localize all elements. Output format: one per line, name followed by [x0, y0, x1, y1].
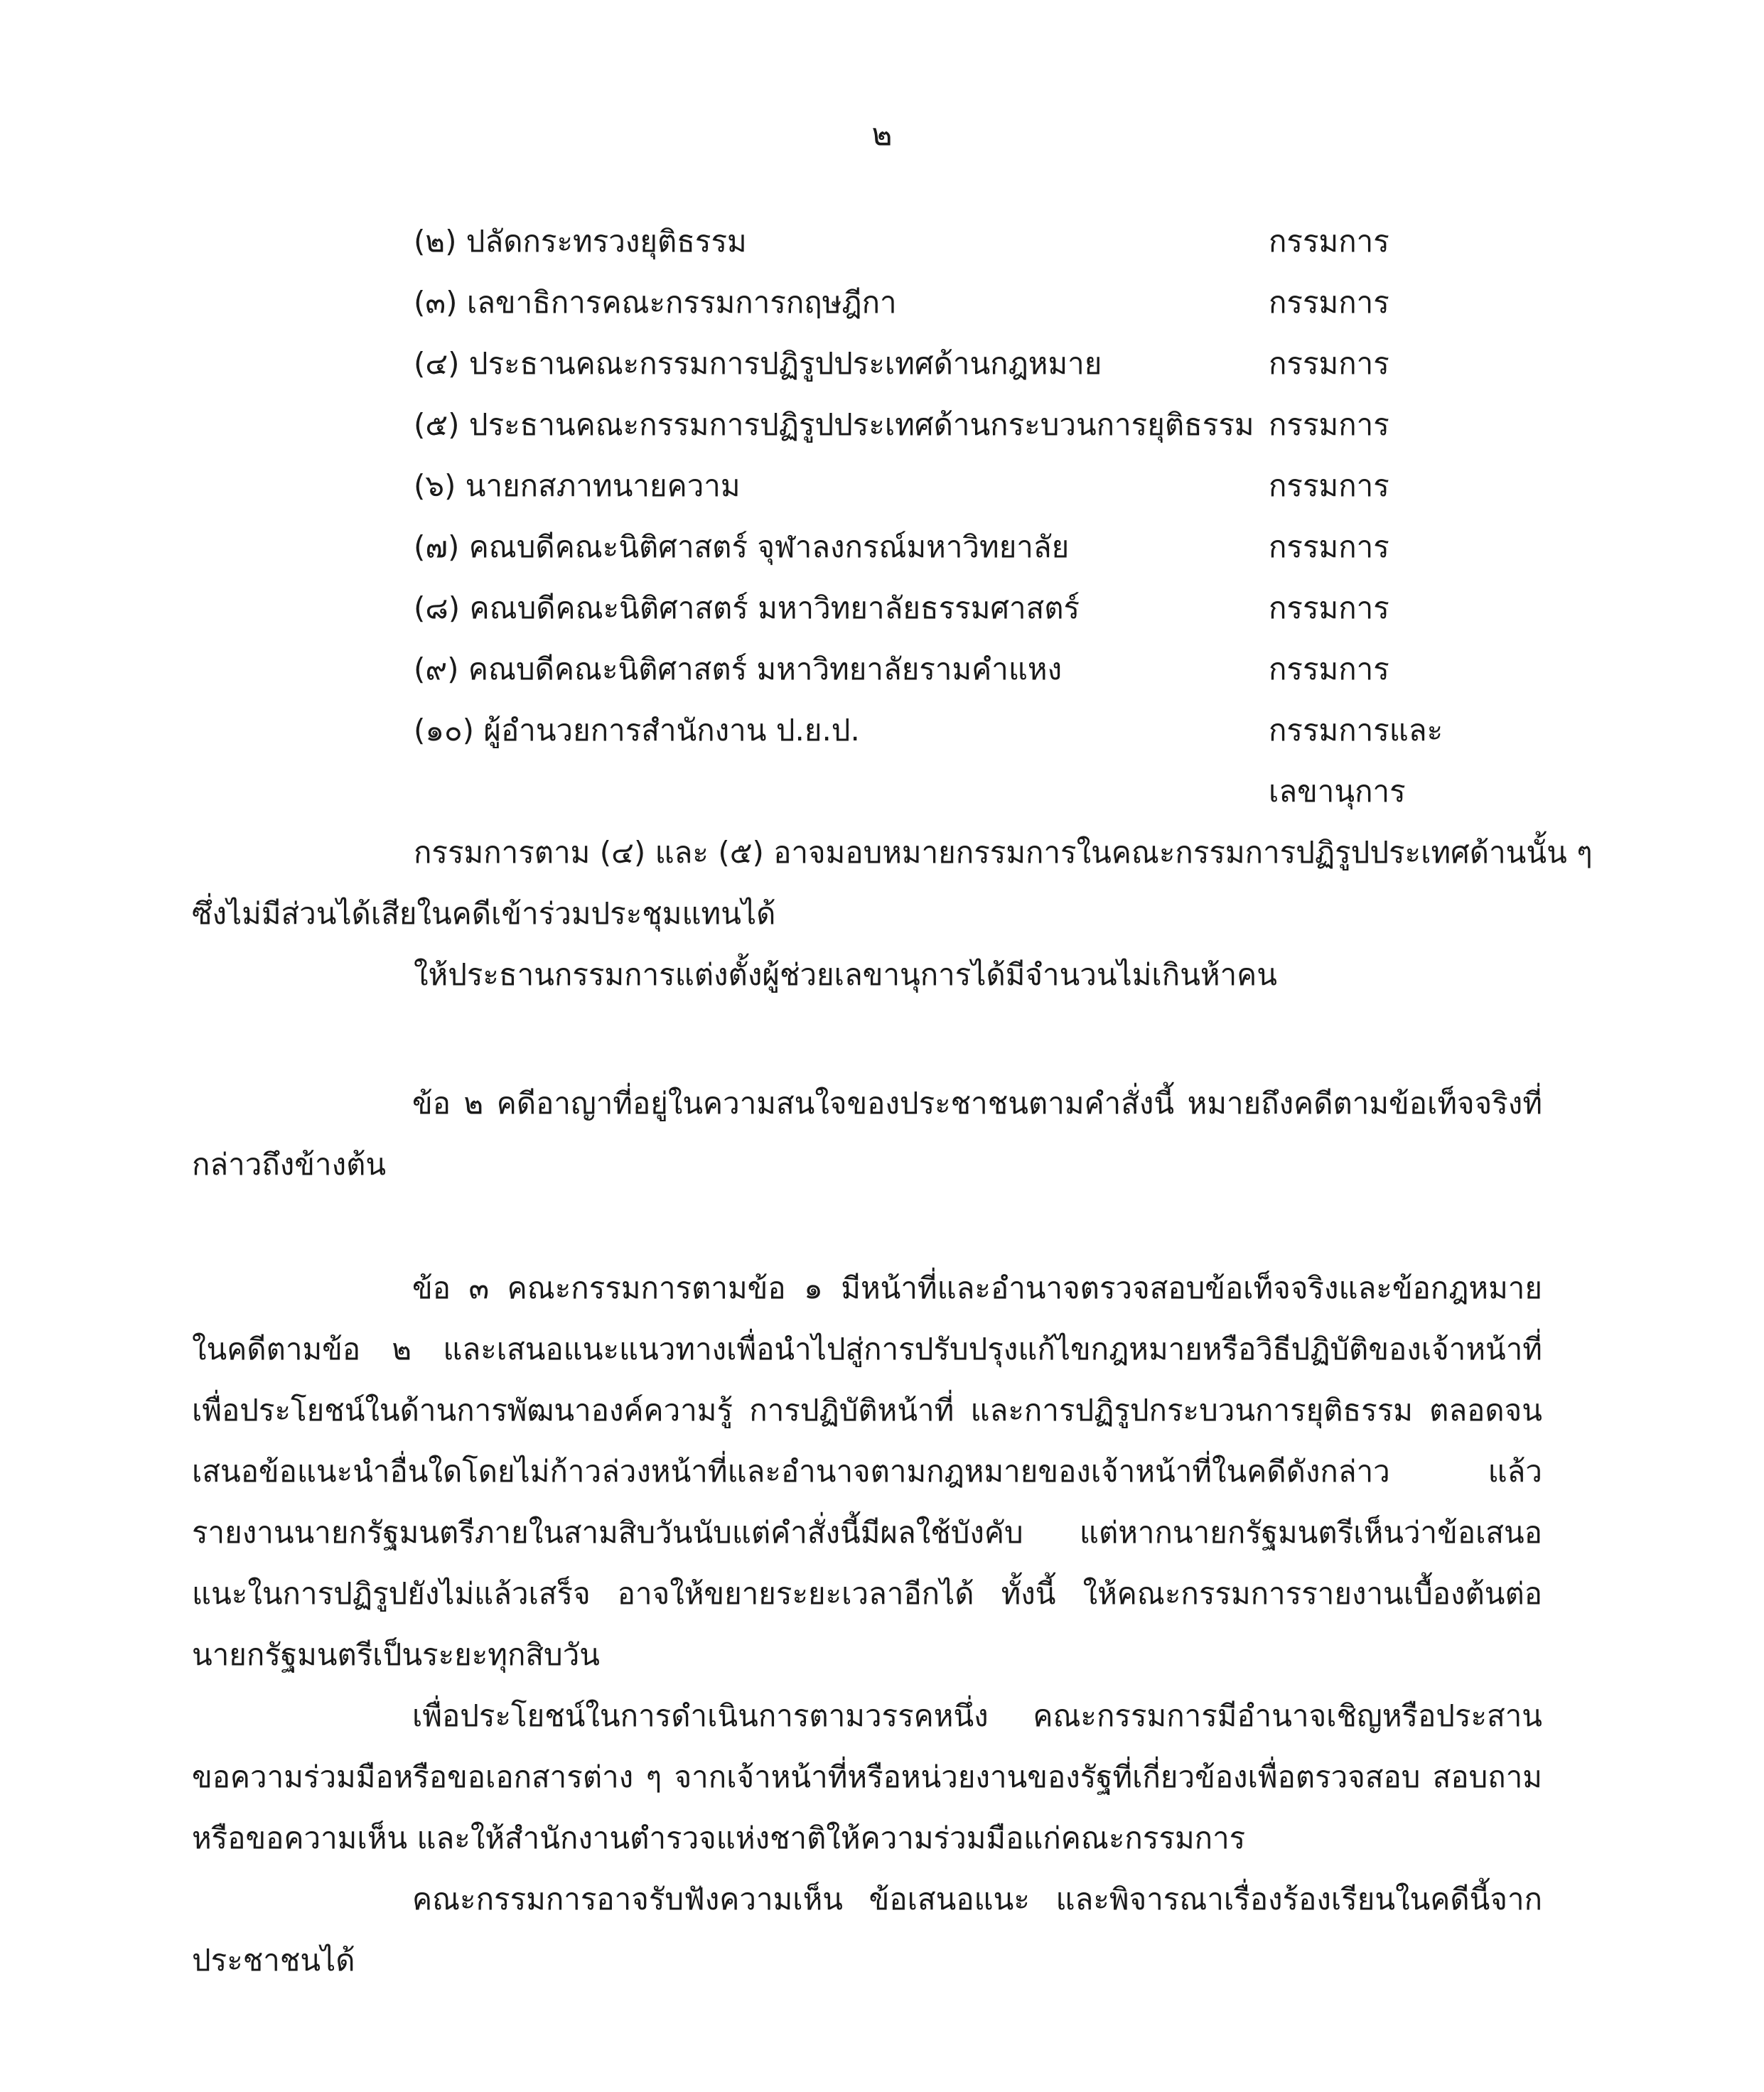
member-9-role: กรรมการ — [1269, 652, 1389, 686]
member-9-label: (๙) คณบดีคณะนิติศาสตร์ มหาวิทยาลัยรามคำแหง — [414, 652, 1063, 686]
member-6-role: กรรมการ — [1269, 468, 1389, 503]
member-2-label: (๒) ปลัดกระทรวงยุติธรรม — [414, 224, 747, 259]
member-8-role: กรรมการ — [1269, 591, 1389, 625]
member-3-role: กรรมการ — [1269, 285, 1389, 320]
clause-3-paragraph-2 — [192, 1686, 1542, 1869]
member-10-role-cont: เลขานุการ — [1269, 774, 1406, 809]
member-7-label: (๗) คณบดีคณะนิติศาสตร์ จุฬาลงกรณ์มหาวิทยาลัย — [414, 529, 1070, 564]
member-2-role: กรรมการ — [1269, 224, 1389, 259]
clause-2 — [192, 1073, 1542, 1195]
assistant-paragraph: ให้ประธานกรรมการแต่งตั้งผู้ช่วยเลขานุการได้มีจำนวนไม่เกินห้าคน — [414, 957, 1277, 992]
delegate-paragraph-line-1: กรรมการตาม (๔) และ (๕) อาจมอบหมายกรรมการในคณะกรรมการปฏิรูปประเทศด้านนั้น ๆ — [414, 835, 1593, 870]
clause-3-paragraph-3 — [192, 1869, 1542, 1991]
clause-3-paragraph-2-text: เพื่อประโยชน์ในการดำเนินการตามวรรคหนึ่ง คณะกรรมการมีอำนาจเชิญหรือประสานขอความร่วมมือหรือขอเอกสารต่าง ๆ จากเจ้าหน้าที่หรือหน่วยงานของรัฐที่เกี่ยวข้องเพื่อตรวจสอบ สอบถามหรือขอความเห็น และให้สำนักงานตำรวจแห่งชาติให้ความร่วมมือแก่คณะกรรมการ — [192, 1698, 1542, 1855]
member-10-label: (๑๐) ผู้อำนวยการสำนักงาน ป.ย.ป. — [414, 713, 860, 748]
clause-3-text: ข้อ ๓ คณะกรรมการตามข้อ ๑ มีหน้าที่และอำนาจตรวจสอบข้อเท็จจริงและข้อกฎหมายในคดีตามข้อ ๒ และเสนอแนะแนวทางเพื่อนำไปสู่การปรับปรุงแก้ไขกฎหมายหรือวิธีปฏิบัติของเจ้าหน้าที่เพื่อประโยชน์ในด้านการพัฒนาองค์ความรู้ การปฏิบัติหน้าที่ และการปฏิรูปกระบวนการยุติธรรม ตลอดจนเสนอข้อแนะนำอื่นใดโดยไม่ก้าวล่วงหน้าที่และอำนาจตามกฎหมายของเจ้าหน้าที่ในคดีดังกล่าว แล้วรายงานนายกรัฐมนตรีภายในสามสิบวันนับแต่คำสั่งนี้มีผลใช้บังคับ แต่หากนายกรัฐมนตรีเห็นว่าข้อเสนอแนะในการปฏิรูปยังไม่แล้วเสร็จ อาจให้ขยายระยะเวลาอีกได้ ทั้งนี้ ให้คณะกรรมการรายงานเบื้องต้นต่อนายกรัฐมนตรีเป็นระยะทุกสิบวัน — [192, 1271, 1542, 1672]
clause-3-paragraph-3-text: คณะกรรมการอาจรับฟังความเห็น ข้อเสนอแนะ และพิจารณาเรื่องร้องเรียนในคดีนี้จากประชาชนได้ — [192, 1882, 1542, 1978]
member-5-label: (๕) ประธานคณะกรรมการปฏิรูปประเทศด้านกระบวนการยุติธรรม — [414, 407, 1254, 442]
delegate-paragraph-line-2: ซึ่งไม่มีส่วนได้เสียในคดีเข้าร่วมประชุมแทนได้ — [192, 896, 776, 931]
member-4-role: กรรมการ — [1269, 346, 1389, 381]
clause-3 — [192, 1258, 1542, 1686]
member-10-role: กรรมการและ — [1269, 713, 1443, 748]
member-4-label: (๔) ประธานคณะกรรมการปฏิรูปประเทศด้านกฎหมาย — [414, 346, 1102, 381]
member-5-role: กรรมการ — [1269, 407, 1389, 442]
page-number: ๒ — [871, 117, 893, 153]
member-6-label: (๖) นายกสภาทนายความ — [414, 468, 741, 503]
clause-2-text: ข้อ ๒ คดีอาญาที่อยู่ในความสนใจของประชาชนตามคำสั่งนี้ หมายถึงคดีตามข้อเท็จจริงที่กล่าวถึงข้างต้น — [192, 1086, 1542, 1182]
member-8-label: (๘) คณบดีคณะนิติศาสตร์ มหาวิทยาลัยธรรมศาสตร์ — [414, 591, 1080, 625]
member-3-label: (๓) เลขาธิการคณะกรรมการกฤษฎีกา — [414, 285, 897, 320]
member-7-role: กรรมการ — [1269, 529, 1389, 564]
